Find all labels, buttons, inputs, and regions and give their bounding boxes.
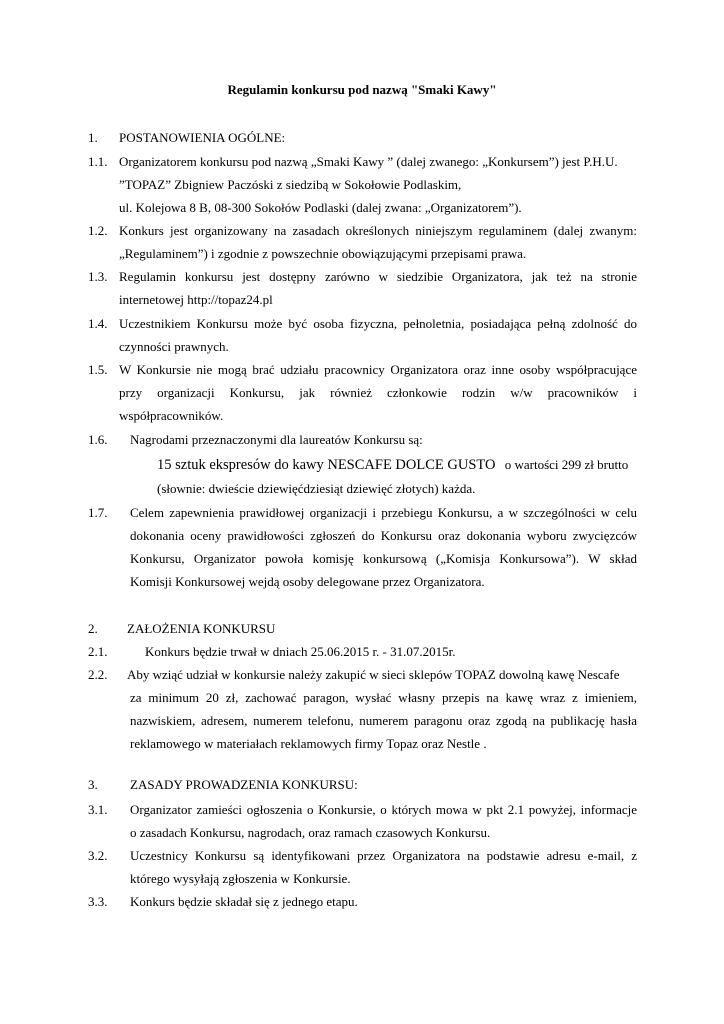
item-1-3-line-2: internetowej http://topaz24.pl xyxy=(119,292,273,307)
item-1-2-number: 1.2. xyxy=(88,223,108,238)
item-3-2-line-1: Uczestnicy Konkursu są identyfikowani przez Organizatora na podstawie adresu e-mail, z xyxy=(130,848,637,863)
item-3-1-line-1: Organizator zamieści ogłoszenia o Konkursie, o których mowa w pkt 2.1 powyżej, informacje xyxy=(130,802,637,817)
section-3-heading: ZASADY PROWADZENIA KONKURSU: xyxy=(130,777,358,792)
item-1-5-line-1: W Konkursie nie mogą brać udziału pracownicy Organizatora oraz inne osoby współpracujące xyxy=(119,362,637,377)
item-2-2-line-1: Aby wziąć udział w konkursie należy zakupić w sieci sklepów TOPAZ dowolną kawę Nescafe xyxy=(127,667,620,682)
item-3-1-number: 3.1. xyxy=(88,802,108,817)
item-1-4-line-2: czynności prawnych. xyxy=(119,339,229,354)
item-1-5-number: 1.5. xyxy=(88,362,108,377)
item-1-7-line-3: Konkursu, Organizator powoła komisję konkursową („Komisja Konkursowa”). W skład xyxy=(130,551,637,566)
prize-value-in-words: (słownie: dwieście dziewięćdziesiąt dziewięć złotych) każda. xyxy=(157,481,476,496)
item-1-5-line-3: współpracowników. xyxy=(119,408,224,423)
item-1-7-line-4: Komisji Konkursowej wejdą osoby delegowane przez Organizatora. xyxy=(130,574,485,589)
item-3-3-number: 3.3. xyxy=(88,894,108,909)
item-1-5-line-2: przy organizacji Konkursu, jak również członkowie rodzin w/w pracowników i xyxy=(119,385,637,400)
item-1-1-number: 1.1. xyxy=(88,154,108,169)
item-2-2-line-4: reklamowego w materiałach reklamowych firmy Topaz oraz Nestle . xyxy=(130,736,487,751)
item-1-7-line-2: dokonania oceny prawidłowości zgłoszeń do Konkursu oraz dokonania wyboru zwycięzców xyxy=(130,528,637,543)
prize-name: 15 sztuk ekspresów do kawy NESCAFE DOLCE GUSTO xyxy=(157,457,496,473)
item-1-6-line-1: Nagrodami przeznaczonymi dla laureatów Konkursu są: xyxy=(130,432,423,447)
item-1-4-number: 1.4. xyxy=(88,316,108,331)
item-1-7-line-1: Celem zapewnienia prawidłowej organizacji i przebiegu Konkursu, a w szczególności w celu xyxy=(130,505,637,520)
section-1-number: 1. xyxy=(88,130,98,145)
item-3-3-line-1: Konkurs będzie składał się z jednego etapu. xyxy=(130,894,358,909)
item-3-1-line-2: o zasadach Konkursu, nagrodach, oraz ramach czasowych Konkursu. xyxy=(130,825,491,840)
prize-value: o wartości 299 zł brutto xyxy=(504,457,629,472)
item-1-7-number: 1.7. xyxy=(88,505,108,520)
section-2-number: 2. xyxy=(88,621,98,636)
item-3-2-line-2: którego wysyłają zgłoszenia w Konkursie. xyxy=(130,871,351,886)
item-2-2-number: 2.2. xyxy=(88,667,108,682)
item-1-4-line-1: Uczestnikiem Konkursu może być osoba fizyczna, pełnoletnia, posiadająca pełną zdolność do xyxy=(119,316,637,331)
section-3-number: 3. xyxy=(88,777,98,792)
item-1-1-line-1: Organizatorem konkursu pod nazwą „Smaki Kawy ” (dalej zwanego: „Konkursem”) jest P.H.U. xyxy=(119,154,618,169)
prize-line xyxy=(157,453,628,477)
item-2-1-number: 2.1. xyxy=(88,644,108,659)
item-2-2-line-3: nazwiskiem, adresem, numerem telefonu, numerem paragonu oraz zgodą na publikację hasła xyxy=(130,713,637,728)
item-1-1-line-2: ”TOPAZ” Zbigniew Paczóski z siedzibą w Sokołowie Podlaskim, xyxy=(119,177,462,192)
item-1-6-number: 1.6. xyxy=(88,432,108,447)
item-2-1-line-1: Konkurs będzie trwał w dniach 25.06.2015 r. - 31.07.2015r. xyxy=(145,644,456,659)
item-2-2-line-2: za minimum 20 zł, zachować paragon, wysłać własny przepis na kawę wraz z imieniem, xyxy=(130,690,637,705)
item-1-1-line-3: ul. Kolejowa 8 B, 08-300 Sokołów Podlaski (dalej zwana: „Organizatorem”). xyxy=(119,200,522,215)
item-1-2-line-2: „Regulaminem”) i zgodnie z powszechnie obowiązującymi przepisami prawa. xyxy=(119,246,527,261)
section-2-heading: ZAŁOŻENIA KONKURSU xyxy=(127,621,276,636)
item-3-2-number: 3.2. xyxy=(88,848,108,863)
section-1-heading: POSTANOWIENIA OGÓLNE: xyxy=(119,130,286,145)
document-title: Regulamin konkursu pod nazwą "Smaki Kawy" xyxy=(227,82,497,97)
item-1-3-number: 1.3. xyxy=(88,269,108,284)
item-1-2-line-1: Konkurs jest organizowany na zasadach określonych niniejszym regulaminem (dalej zwanym: xyxy=(119,223,637,238)
item-1-3-line-1: Regulamin konkursu jest dostępny zarówno w siedzibie Organizatora, jak też na stronie xyxy=(119,269,637,284)
